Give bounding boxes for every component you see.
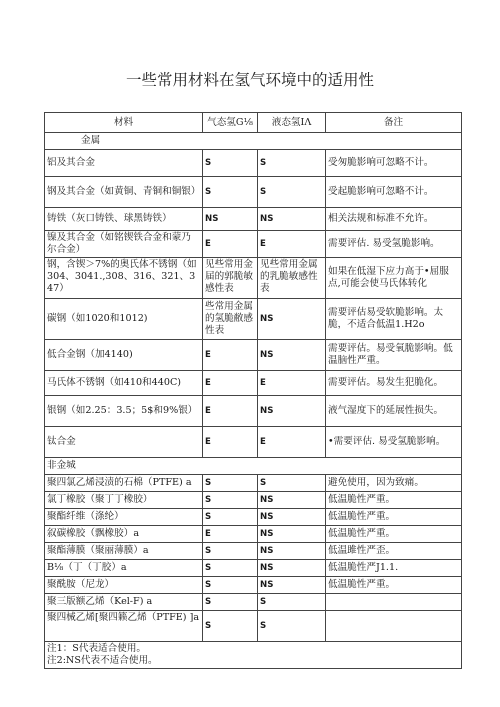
liquid-cell: S: [258, 611, 326, 642]
note-cell: 需要评估。易受氧脆影响。低温脑性严重。: [326, 340, 462, 371]
table-row: [45, 208, 462, 231]
note-cell: [326, 594, 462, 611]
gas-cell: E: [203, 231, 258, 258]
section-row-nonmetals: [45, 458, 462, 475]
note-cell: 液气湿度下的延展性损失。: [326, 396, 462, 427]
footnote: 注2:NS代表不适合使用。: [47, 655, 158, 666]
section-title: 金属: [45, 133, 462, 150]
liquid-cell: S: [258, 475, 326, 492]
materials-table: [44, 112, 462, 669]
material-cell: 聚酯纤维（涤纶）: [45, 509, 203, 526]
note-cell: 受起脆影响可忽略不计。: [326, 177, 462, 208]
table-row: [45, 560, 462, 577]
table-row: [45, 577, 462, 594]
note-cell: 低温脆性严重。: [326, 577, 462, 594]
note-cell: 相关法规和标准不允许。: [326, 208, 462, 231]
gas-cell: S: [203, 560, 258, 577]
table-header-row: [45, 113, 462, 133]
liquid-cell: NS: [258, 396, 326, 427]
gas-cell: S: [203, 611, 258, 642]
table-row: [45, 543, 462, 560]
liquid-cell: S: [258, 177, 326, 208]
note-cell: 受匆脆影响可忽略不计。: [326, 150, 462, 177]
note-cell: 需要评估。易发生犯脆化。: [326, 371, 462, 396]
header-material: 材料: [45, 113, 203, 133]
gas-cell: S: [203, 594, 258, 611]
footnote: 注1：S代表适合使用。: [47, 643, 147, 654]
table-row: [45, 299, 462, 340]
note-cell: 低温脆性严重。: [326, 492, 462, 509]
note-cell: 低温脆性严J1.1.: [326, 560, 462, 577]
footnotes-cell: [45, 642, 462, 669]
liquid-cell: NS: [258, 509, 326, 526]
material-cell: 聚四械乙烯[聚四籁乙烯（PTFE) ]a: [45, 611, 203, 642]
gas-cell: E: [203, 526, 258, 543]
table-row: [45, 396, 462, 427]
material-cell: 镍及其合金（如铭锲铁合金和蒙乃尔合金）: [45, 231, 203, 258]
gas-cell: S: [203, 509, 258, 526]
liquid-cell: NS: [258, 299, 326, 340]
table-row: [45, 177, 462, 208]
material-cell: 叙碳橡胶（飘橡胶）a: [45, 526, 203, 543]
section-row-metals: [45, 133, 462, 150]
table-row: [45, 340, 462, 371]
gas-cell: S: [203, 475, 258, 492]
gas-cell: E: [203, 340, 258, 371]
table-row: [45, 371, 462, 396]
liquid-cell: S: [258, 150, 326, 177]
material-cell: 碳钢（如1020和1012): [45, 299, 203, 340]
table-row: [45, 231, 462, 258]
table-row: [45, 492, 462, 509]
liquid-cell: NS: [258, 340, 326, 371]
liquid-cell: NS: [258, 526, 326, 543]
gas-cell: E: [203, 396, 258, 427]
note-cell: 低温雎性严歪。: [326, 543, 462, 560]
liquid-cell: NS: [258, 543, 326, 560]
material-cell: 银钢（如2.25：3.5；5$和9%银）: [45, 396, 203, 427]
note-cell: •需要评估. 易受氢脆影响。: [326, 427, 462, 458]
liquid-cell: S: [258, 594, 326, 611]
note-cell: 需要评估. 易受氢脆影响。: [326, 231, 462, 258]
material-cell: B⅛（丁（丁胶）a: [45, 560, 203, 577]
note-cell: 低温脆性严重。: [326, 509, 462, 526]
note-cell: [326, 611, 462, 642]
table-row: [45, 611, 462, 642]
liquid-cell: E: [258, 371, 326, 396]
material-cell: 铸铁（灰口铸铁、球黑铸铁）: [45, 208, 203, 231]
gas-cell: 见些常用金届的郭脆敏感性表: [203, 258, 258, 299]
material-cell: 钢，含锲＞7%的奥氏体不锈钢（如304、3041.,308、316、321、347）: [45, 258, 203, 299]
note-cell: 低温脆性严重。: [326, 526, 462, 543]
material-cell: 聚四氯乙烯浸渍的石棉（PTFE) a: [45, 475, 203, 492]
footnote-row: [45, 642, 462, 669]
table-row: [45, 258, 462, 299]
liquid-cell: NS: [258, 560, 326, 577]
note-cell: 需要评估易受软脆影响。太脆，不适合低温1.H2o: [326, 299, 462, 340]
gas-cell: S: [203, 492, 258, 509]
table-row: [45, 509, 462, 526]
gas-cell: S: [203, 150, 258, 177]
header-remarks: 备注: [326, 113, 462, 133]
header-gas-hydrogen: 气态氢G⅛: [203, 113, 258, 133]
gas-cell: 些常用金属的氢脆敝感性表: [203, 299, 258, 340]
material-cell: 聚酰胺（尼龙）: [45, 577, 203, 594]
table-row: [45, 475, 462, 492]
material-cell: 聚三版额乙烯（Kel-F) a: [45, 594, 203, 611]
note-cell: 如果在低湿下应力高于•屈服点,可能会使马氏体转化: [326, 258, 462, 299]
material-cell: 低合金钢（加4140): [45, 340, 203, 371]
material-cell: 钢及其合金（如黄铜、青铜和铜银）: [45, 177, 203, 208]
note-cell: 避免使用，因为致痛。: [326, 475, 462, 492]
gas-cell: E: [203, 427, 258, 458]
material-cell: 聚酯薄膜（聚丽薄膜）a: [45, 543, 203, 560]
liquid-cell: NS: [258, 577, 326, 594]
table-row: [45, 150, 462, 177]
liquid-cell: NS: [258, 208, 326, 231]
material-cell: 马氏体不锈钢（如410和440C): [45, 371, 203, 396]
page-title: 一些常用材料在氢气环境中的适用性: [125, 71, 374, 89]
table-row: [45, 594, 462, 611]
table-row: [45, 427, 462, 458]
gas-cell: E: [203, 371, 258, 396]
liquid-cell: E: [258, 427, 326, 458]
table-row: [45, 526, 462, 543]
header-liquid-hydrogen: 液态氢IΛ: [258, 113, 326, 133]
gas-cell: S: [203, 543, 258, 560]
gas-cell: S: [203, 577, 258, 594]
gas-cell: S: [203, 177, 258, 208]
liquid-cell: E: [258, 231, 326, 258]
material-cell: 钛合金: [45, 427, 203, 458]
material-cell: 铝及其合金: [45, 150, 203, 177]
section-title: 非金城: [45, 458, 462, 475]
liquid-cell: NS: [258, 492, 326, 509]
material-cell: 氯丁橡胶（聚丁丁橡胶）: [45, 492, 203, 509]
liquid-cell: 见些常用金属的乳脆敏感性表: [258, 258, 326, 299]
gas-cell: NS: [203, 208, 258, 231]
